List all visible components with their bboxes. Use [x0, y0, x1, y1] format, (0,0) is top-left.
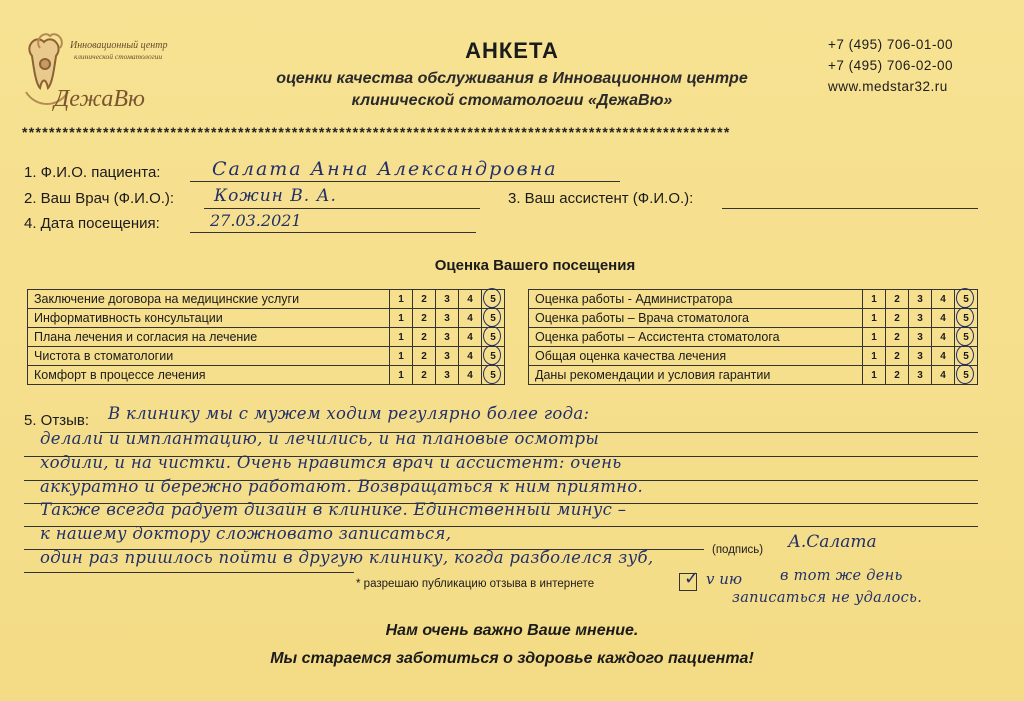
score-option-1[interactable] [390, 290, 413, 309]
score-number: 4 [467, 369, 473, 381]
score-option-5[interactable] [482, 290, 505, 309]
score-option-2[interactable] [886, 309, 909, 328]
score-option-3[interactable] [436, 309, 459, 328]
score-number: 5 [490, 350, 496, 362]
selected-score-circle [483, 364, 501, 384]
score-option-4[interactable] [459, 309, 482, 328]
score-number: 4 [940, 293, 946, 305]
score-number: 3 [444, 369, 450, 381]
score-option-1[interactable] [863, 290, 886, 309]
score-number: 3 [917, 312, 923, 324]
score-option-3[interactable] [909, 290, 932, 309]
patient-name-line [190, 181, 620, 182]
left-rating-criterion-label: Комфорт в процессе лечения [28, 366, 390, 385]
review-text-line: делали и имплантацию, и лечились, и на плановые осмотры [40, 429, 600, 448]
score-number: 4 [940, 331, 946, 343]
score-number: 1 [398, 312, 404, 324]
score-number: 2 [421, 331, 427, 343]
review-underline [24, 572, 354, 573]
score-option-2[interactable] [413, 309, 436, 328]
score-number: 3 [444, 312, 450, 324]
score-number: 5 [963, 312, 969, 324]
footer-line-1: Нам очень важно Ваше мнение. [385, 622, 639, 639]
score-option-5[interactable] [955, 347, 978, 366]
form-title: АНКЕТА [465, 38, 559, 63]
score-number: 2 [421, 350, 427, 362]
score-option-2[interactable] [413, 366, 436, 385]
left-rating-row [28, 347, 505, 366]
selected-score-circle [483, 345, 501, 365]
score-option-4[interactable] [459, 366, 482, 385]
score-option-5[interactable] [955, 309, 978, 328]
score-option-2[interactable] [886, 366, 909, 385]
selected-score-circle [956, 364, 974, 384]
doctor-label: 2. Ваш Врач (Ф.И.О.): [24, 190, 175, 207]
score-number: 1 [398, 350, 404, 362]
left-rating-criterion-label: Плана лечения и согласия на лечение [28, 328, 390, 347]
score-number: 1 [871, 293, 877, 305]
score-option-4[interactable] [459, 290, 482, 309]
right-rating-row [529, 309, 978, 328]
footer-line-2: Мы стараемся заботиться о здоровье каждого пациента! [270, 650, 754, 667]
logo-tagline-1: Инновационный центр [70, 40, 168, 51]
selected-score-circle [956, 307, 974, 327]
consent-note: v ию [706, 570, 743, 588]
right-rating-row [529, 290, 978, 309]
score-option-3[interactable] [436, 366, 459, 385]
score-number: 4 [467, 312, 473, 324]
visit-date-value[interactable]: 27.03.2021 [210, 211, 302, 230]
visit-date-line [190, 232, 476, 233]
score-option-5[interactable] [955, 366, 978, 385]
score-option-1[interactable] [390, 328, 413, 347]
score-option-2[interactable] [413, 328, 436, 347]
score-number: 4 [467, 350, 473, 362]
rating-section-title: Оценка Вашего посещения [434, 257, 636, 274]
review-text-line: в тот же день [780, 568, 903, 584]
signature-value: А.Салата [788, 532, 877, 552]
publication-consent-checkbox[interactable] [679, 568, 700, 591]
score-number: 3 [444, 350, 450, 362]
left-rating-row [28, 309, 505, 328]
score-number: 2 [894, 312, 900, 324]
phone-1: +7 (495) 706-01-00 [828, 37, 953, 52]
score-option-4[interactable] [932, 290, 955, 309]
star-separator: ********************************************************************************************************* [22, 124, 731, 140]
patient-name-value[interactable]: Салата Анна Александровна [212, 158, 558, 180]
score-number: 3 [917, 331, 923, 343]
right-rating-criterion-label: Даны рекомендации и условия гарантии [529, 366, 863, 385]
review-text-line: ходили, и на чистки. Очень нравится врач и ассистент: очень [40, 453, 622, 472]
score-option-3[interactable] [909, 328, 932, 347]
score-number: 1 [871, 331, 877, 343]
review-text-line: записаться не удалось. [732, 590, 923, 606]
patient-name-label: 1. Ф.И.О. пациента: [24, 164, 161, 181]
website-link: www.medstar32.ru [828, 79, 948, 94]
review-text-line: В клинику мы с мужем ходим регулярно более года: [108, 404, 590, 423]
score-number: 4 [940, 350, 946, 362]
score-number: 1 [871, 369, 877, 381]
doctor-line [204, 208, 480, 209]
review-label: 5. Отзыв: [24, 412, 90, 429]
score-number: 4 [940, 312, 946, 324]
score-number: 2 [894, 350, 900, 362]
score-option-4[interactable] [932, 347, 955, 366]
score-number: 3 [444, 293, 450, 305]
right-rating-row [529, 347, 978, 366]
signature-label: (подпись) [712, 544, 764, 556]
score-number: 1 [871, 312, 877, 324]
review-text-line: к нашему доктору сложновато записаться, [40, 524, 452, 543]
score-option-4[interactable] [932, 366, 955, 385]
score-option-2[interactable] [886, 347, 909, 366]
checkmark-icon: ✓ [684, 568, 700, 589]
score-option-3[interactable] [436, 347, 459, 366]
score-option-5[interactable] [955, 328, 978, 347]
score-number: 4 [467, 331, 473, 343]
score-option-3[interactable] [909, 309, 932, 328]
assistant-label: 3. Ваш ассистент (Ф.И.О.): [508, 190, 694, 207]
score-option-3[interactable] [436, 290, 459, 309]
score-option-4[interactable] [459, 347, 482, 366]
left-rating-row [28, 328, 505, 347]
score-number: 5 [490, 331, 496, 343]
score-option-4[interactable] [932, 309, 955, 328]
right-rating-criterion-label: Оценка работы – Ассистента стоматолога [529, 328, 863, 347]
score-number: 2 [894, 331, 900, 343]
score-number: 1 [398, 293, 404, 305]
score-number: 5 [963, 369, 969, 381]
right-rating-criterion-label: Оценка работы – Врача стоматолога [529, 309, 863, 328]
right-rating-criterion-label: Общая оценка качества лечения [529, 347, 863, 366]
score-option-2[interactable] [886, 290, 909, 309]
score-option-1[interactable] [390, 366, 413, 385]
score-option-1[interactable] [863, 309, 886, 328]
selected-score-circle [483, 307, 501, 327]
score-number: 3 [917, 350, 923, 362]
score-number: 1 [398, 369, 404, 381]
phone-2: +7 (495) 706-02-00 [828, 58, 953, 73]
doctor-value[interactable]: Кожин В. А. [214, 186, 337, 206]
logo-tagline-2: клинической стоматологии [74, 52, 163, 61]
score-number: 2 [894, 369, 900, 381]
left-rating-row [28, 290, 505, 309]
score-number: 3 [444, 331, 450, 343]
score-option-1[interactable] [863, 366, 886, 385]
score-number: 5 [963, 331, 969, 343]
left-rating-criterion-label: Чистота в стоматологии [28, 347, 390, 366]
score-option-2[interactable] [886, 328, 909, 347]
rating-table-right [528, 289, 978, 385]
right-rating-criterion-label: Оценка работы - Администратора [529, 290, 863, 309]
score-number: 5 [490, 293, 496, 305]
form-subtitle-line1: оценки качества обслуживания в Инновационном центре [276, 70, 748, 87]
score-number: 2 [421, 293, 427, 305]
score-number: 1 [871, 350, 877, 362]
form-subtitle-line2: клинической стоматологии «ДежаВю» [351, 92, 673, 109]
selected-score-circle [483, 288, 501, 308]
score-number: 1 [398, 331, 404, 343]
score-number: 2 [421, 312, 427, 324]
score-option-5[interactable] [482, 328, 505, 347]
assistant-line [722, 208, 978, 209]
review-text-line: аккуратно и бережно работают. Возвращаться к ним приятно. [40, 477, 644, 496]
score-option-1[interactable] [390, 309, 413, 328]
review-text-line: Также всегда радует дизайн в клинике. Единственный минус – [40, 500, 627, 519]
score-option-2[interactable] [413, 347, 436, 366]
selected-score-circle [956, 326, 974, 346]
score-number: 2 [421, 369, 427, 381]
score-number: 3 [917, 293, 923, 305]
score-option-2[interactable] [413, 290, 436, 309]
rating-table-left [27, 289, 505, 385]
score-option-1[interactable] [863, 347, 886, 366]
score-number: 5 [490, 312, 496, 324]
left-rating-criterion-label: Информативность консультации [28, 309, 390, 328]
score-number: 5 [963, 293, 969, 305]
left-rating-row [28, 366, 505, 385]
score-option-3[interactable] [436, 328, 459, 347]
score-option-5[interactable] [482, 309, 505, 328]
selected-score-circle [956, 345, 974, 365]
right-rating-row [529, 328, 978, 347]
score-number: 3 [917, 369, 923, 381]
score-option-1[interactable] [863, 328, 886, 347]
left-rating-criterion-label: Заключение договора на медицинские услуги [28, 290, 390, 309]
score-option-4[interactable] [932, 328, 955, 347]
score-option-3[interactable] [909, 347, 932, 366]
score-number: 4 [940, 369, 946, 381]
selected-score-circle [956, 288, 974, 308]
score-option-5[interactable] [482, 347, 505, 366]
review-text-line: один раз пришлось пойти в другую клинику, когда разболелся зуб, [40, 548, 654, 567]
selected-score-circle [483, 326, 501, 346]
score-option-5[interactable] [955, 290, 978, 309]
score-number: 4 [467, 293, 473, 305]
score-number: 2 [894, 293, 900, 305]
consent-label: * разрешаю публикацию отзыва в интернете [356, 578, 595, 590]
right-rating-row [529, 366, 978, 385]
score-option-3[interactable] [909, 366, 932, 385]
score-option-4[interactable] [459, 328, 482, 347]
score-number: 5 [490, 369, 496, 381]
contacts-block [828, 34, 953, 97]
logo-brand-name: ДежаВю [54, 86, 145, 112]
score-number: 5 [963, 350, 969, 362]
visit-date-label: 4. Дата посещения: [24, 215, 160, 232]
score-option-1[interactable] [390, 347, 413, 366]
score-option-5[interactable] [482, 366, 505, 385]
